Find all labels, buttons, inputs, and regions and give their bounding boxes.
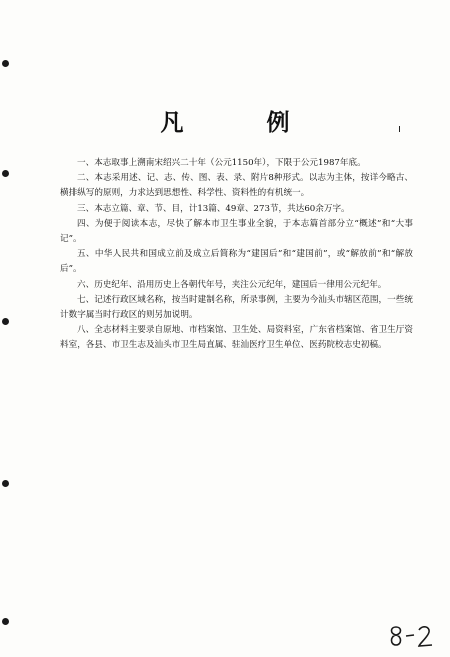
scan-mark	[399, 126, 400, 132]
binding-hole	[2, 318, 9, 325]
paragraph-3: 三、本志立篇、章、节、目，计13篇、49章、273节，共达60余万字。	[77, 203, 350, 214]
binding-hole	[2, 480, 9, 487]
paragraph-2: 二、本志采用述、记、志、传、图、表、录、附片8种形式。以志为主体，按详今略古、横排纵写的原则，力求达到思想性、科学性、资料性的有机统一。	[60, 173, 413, 199]
paragraph-1: 一、本志取事上溯南宋绍兴二十年（公元1150年），下限于公元1987年底。	[77, 158, 366, 168]
binding-hole	[2, 618, 9, 625]
paragraph-4: 四、为便于阅读本志，尽快了解本市卫生事业全貌，于本志篇首部分立“概述”和“大事记”。	[60, 218, 413, 245]
binding-hole	[2, 170, 9, 177]
page-title: 凡 例	[160, 110, 320, 136]
body-text	[60, 156, 413, 354]
paragraph-5: 五、中华人民共和国成立前及成立后简称为“建国后”和“建国前”，或“解放前”和“解放后”。	[60, 249, 413, 275]
handwritten-page-number	[388, 623, 438, 649]
binding-hole	[2, 60, 9, 67]
paragraph-8: 八、全志材料主要录自原地、市档案馆、卫生处、局资料室，广东省档案馆、省卫生厅资料室，各县、市卫生志及汕头市卫生局直属、驻汕医疗卫生单位、医药院校志史初稿。	[60, 325, 413, 351]
paragraph-7: 七、记述行政区域名称，按当时建制名称，所录事例，主要为今汕头市辖区范围，一些统计数字属当时行政区的则另加说明。	[60, 294, 413, 321]
paragraph-6: 六、历史纪年、沿用历史上各朝代年号，夹注公元纪年，建国后一律用公元纪年。	[77, 279, 387, 290]
